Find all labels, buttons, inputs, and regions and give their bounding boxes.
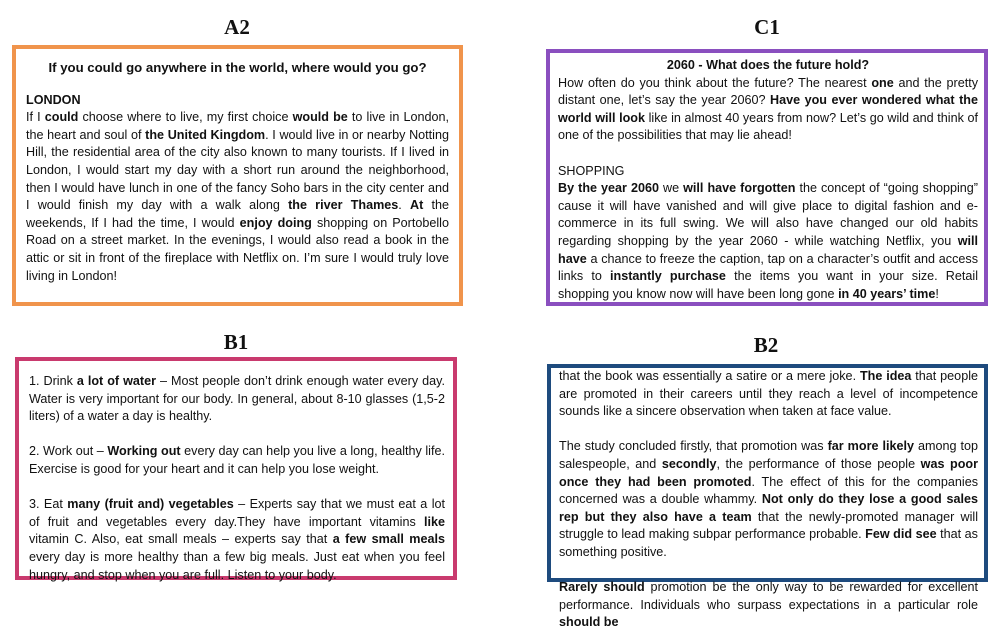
text-box-a2 [12,45,463,306]
c1-paragraph: By the year 2060 we will have forgotten the concept of “going shopping” cause it will have vanished and will give place to digital fashion and e-commerce in its full swing. We will also have changed our old habits regarding shopping by the year 2060 - while watching Netflix, you will have a chance to freeze the caption, tap on a character’s outfit and access links to instantly purchase the items you want in your size. Retail shopping you know now will have been long gone in 40 years’ time! [558,181,979,301]
b1-item-2: 2. Work out – Working out every day can help you live a long, healthy life. Exercise is good for your heart and it can help you lose weight. [29,444,445,476]
label-c1: C1 [754,15,780,39]
b2-paragraph-2: The study concluded firstly, that promotion was far more likely among top salespeople, and secondly, the performance of those people was poor once they had been promoted. The effect of this for the companies concerned was a double whammy. Not only do they lose a good sales rep but they also have a team that the newly-promoted manager will struggle to lead making subpar performance probable. Few did see that as something positive. [559,439,979,559]
label-a2: A2 [224,15,250,39]
b2-paragraph-1: that the book was essentially a satire or a mere joke. The idea that people are promoted in their careers until they reach a level of incompetence sounds like a sincere observation when taken at face value. [559,369,978,419]
c1-intro: How often do you think about the future? The nearest one and the pretty distant one, let’s say the year 2060? Have you ever wondered what the world will look like in almost 40 years from now? Let’s go wild and think of one of the possibilities that may lie ahead! [558,75,979,143]
a2-paragraph: If I could choose where to live, my first choice would be to live in London, the heart and soul of the United Kingdom. I would live in or nearby Notting Hill, the residential area of the city also known to many tourists. If I lived in London, I would start my day with a short run around the neighborhood, then I would have lunch in one of the fancy Soho bars in the city center and I would finish my day with a walk along the river Thames. At the weekends, If I had the time, I would enjoy doing shopping on Portobello Road on a street market. In the evenings, I would also read a book in the attic or sit in front of the fireplace with Netflix on. I’m sure I would truly love living in London! [26,110,450,283]
text-box-b2 [547,364,988,630]
c1-title: 2060 - What does the future hold? [666,58,870,72]
b1-item-3: 3. Eat many (fruit and) vegetables – Experts say that we must eat a lot of fruit and vegetables every day.They have important vitamins like vitamin C. Also, eat small meals – experts say that a few small meals every day is more healthy than a few big meals. Just eat when you feel hungry, and stop when you are full. Listen to your body. [29,497,446,582]
c1-heading: SHOPPING [558,163,625,178]
label-b1: B1 [223,330,249,354]
text-box-c1 [546,49,988,306]
b2-paragraph-3: Rarely should promotion be the only way to be rewarded for excellent performance. Individuals who surpass expectations in a particular role should be [559,580,978,630]
label-b2: B2 [753,333,779,357]
text-box-b1 [15,357,457,580]
b1-item-1: 1. Drink a lot of water – Most people don’t drink enough water every day. Water is very important for our body. In general, about 8-10 glasses (1,5-2 liters) of a water a day is healthy. [29,374,446,424]
a2-title: If you could go anywhere in the world, where would you go? [48,60,427,75]
a2-heading: LONDON [26,92,81,107]
